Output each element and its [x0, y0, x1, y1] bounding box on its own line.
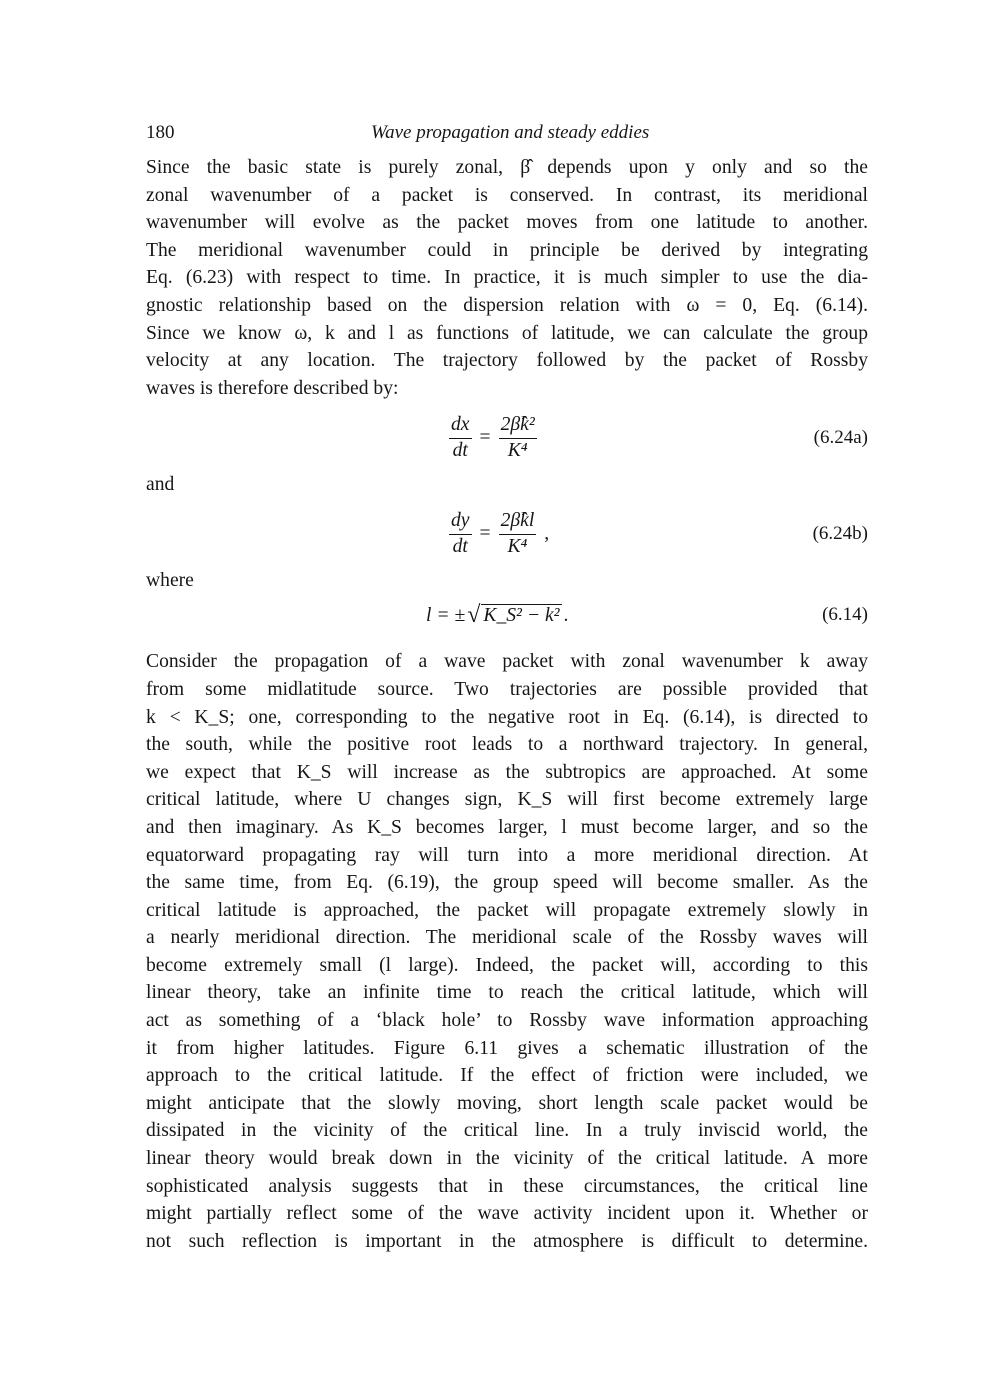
text-line: might partially reflect some of the wave activity incident upon it. Whether or [146, 1203, 868, 1225]
text-line: dissipated in the vicinity of the critical line. In a truly inviscid world, the [146, 1120, 868, 1142]
text-line: critical latitude, where U changes sign, K_S will first become extremely large [146, 789, 868, 811]
text-line: critical latitude is approached, the packet will propagate extremely slowly in [146, 899, 868, 921]
text-line: zonal wavenumber of a packet is conserved. In contrast, its meridional [146, 184, 868, 206]
text-line: waves is therefore described by: [146, 377, 399, 399]
denominator: dt [452, 440, 468, 462]
paragraph-2 [146, 648, 868, 1255]
equation-number: (6.24a) [813, 427, 868, 449]
paragraph-1 [146, 154, 868, 402]
fraction-rhs [499, 412, 537, 463]
equals-sign: = [479, 522, 491, 544]
connective-text: and [146, 474, 175, 496]
text-line: become extremely small (l large). Indeed, the packet will, according to this [146, 954, 868, 976]
text-line: Since we know ω, k and l as functions of latitude, we can calculate the group [146, 322, 868, 344]
text-line: approach to the critical latitude. If the effect of friction were included, we [146, 1065, 868, 1087]
numerator: dy [449, 508, 472, 535]
equation-body [426, 602, 568, 629]
numerator: 2β̂k² [499, 412, 537, 439]
equation-number: (6.24b) [812, 523, 868, 545]
text-line: velocity at any location. The trajectory followed by the packet of Rossby [146, 350, 868, 372]
equals-sign: = [479, 426, 491, 448]
text-line: Eq. (6.23) with respect to time. In practice, it is much simpler to use the dia- [146, 267, 868, 289]
text-line: Consider the propagation of a wave packet with zonal wavenumber k away [146, 651, 868, 673]
equation-6-14 [146, 598, 868, 644]
equation-lhs: l = ± [426, 604, 466, 626]
numerator: 2β̂kl [499, 508, 537, 535]
text-line: gnostic relationship based on the dispersion relation with ω = 0, Eq. (6.14). [146, 294, 868, 316]
text-line: wavenumber will evolve as the packet moves from one latitude to another. [146, 212, 868, 234]
equation-6-24b [146, 508, 868, 566]
text-line: not such reflection is important in the atmosphere is difficult to determine. [146, 1230, 868, 1252]
equation-tail: , [544, 522, 550, 544]
running-title: Wave propagation and steady eddies [371, 122, 650, 143]
text-line: the south, while the positive root leads to a northward trajectory. In general, [146, 734, 868, 756]
fraction-rhs [499, 508, 537, 559]
equation-body [449, 508, 549, 559]
page [146, 118, 868, 1255]
text-line: equatorward propagating ray will turn into a more meridional direction. At [146, 844, 868, 866]
denominator: K⁴ [507, 536, 528, 558]
text-line: linear theory would break down in the vicinity of the critical latitude. A more [146, 1148, 868, 1170]
text-line: sophisticated analysis suggests that in these circumstances, the critical line [146, 1175, 868, 1197]
numerator: dx [449, 412, 472, 439]
text-line: a nearly meridional direction. The meridional scale of the Rossby waves will [146, 927, 868, 949]
text-line: linear theory, take an infinite time to reach the critical latitude, which will [146, 982, 868, 1004]
text-line: Since the basic state is purely zonal, β̂ depends upon y only and so the [146, 157, 868, 178]
text-line: act as something of a ‘black hole’ to Rossby wave information approaching [146, 1010, 868, 1032]
equation-body [449, 412, 545, 463]
text-line: might anticipate that the slowly moving, short length scale packet would be [146, 1092, 868, 1114]
text-line: it from higher latitudes. Figure 6.11 gives a schematic illustration of the [146, 1037, 868, 1059]
text-line: the same time, from Eq. (6.19), the group speed will become smaller. As the [146, 872, 868, 894]
connective-where [146, 570, 868, 598]
text-line: k < K_S; one, corresponding to the negative root in Eq. (6.14), is directed to [146, 706, 868, 728]
fraction-lhs [449, 412, 472, 463]
running-header [146, 118, 868, 154]
text-line: and then imaginary. As K_S becomes larger, l must become larger, and so the [146, 816, 868, 838]
equation-tail: . [563, 604, 569, 626]
denominator: K⁴ [507, 440, 528, 462]
text-line: from some midlatitude source. Two trajectories are possible provided that [146, 678, 868, 700]
connective-text: where [146, 570, 194, 592]
text-line: we expect that K_S will increase as the subtropics are approached. At some [146, 761, 868, 783]
page-number: 180 [146, 122, 175, 143]
text-line: The meridional wavenumber could in principle be derived by integrating [146, 239, 868, 261]
denominator: dt [452, 536, 468, 558]
fraction-lhs [449, 508, 472, 559]
radical-sign: √ [467, 602, 481, 629]
equation-number: (6.14) [822, 604, 868, 626]
radicand: K_S² − k² [483, 605, 560, 627]
connective-and [146, 474, 868, 502]
equation-6-24a [146, 412, 868, 470]
